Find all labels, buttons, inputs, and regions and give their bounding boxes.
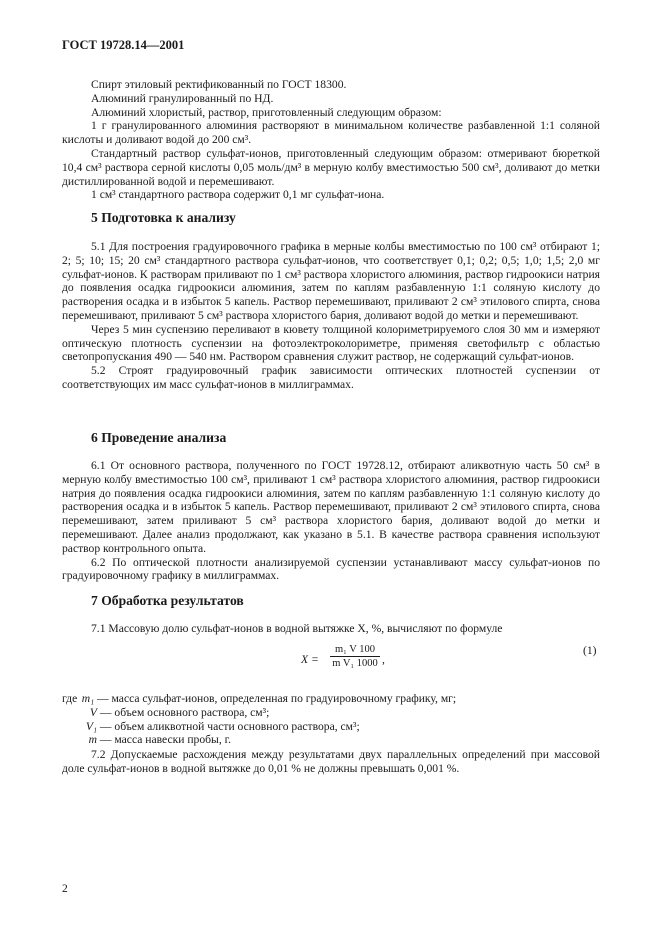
formula-trail: , <box>382 653 385 666</box>
formula-fraction <box>330 644 380 669</box>
legend-row <box>62 720 456 734</box>
section-6-heading: 6 Проведение анализа <box>91 430 227 445</box>
legend-symbol: V₁ <box>85 719 97 733</box>
intro-line: Спирт этиловый ректификованный по ГОСТ 18300. <box>91 78 347 91</box>
paragraph: Через 5 мин суспензию переливают в кювету толщиной колориметрируемого слоя 30 мм и измеряют оптическую плотность суспензии на фотоэлектроколориметре, применяя светофильтр с областью светопропускания 490 — 540 нм. Раствором сравнения служит раствор, не содержащий сульфат-ионов. <box>62 322 600 364</box>
paragraph: 5.2 Строят градуировочный график зависимости оптических плотностей суспензии от соответствующих им масс сульфат-ионов в миллиграммах. <box>62 364 600 391</box>
legend-symbol: m₁ <box>81 692 95 705</box>
page-number: 2 <box>62 882 68 895</box>
formula-number: (1) <box>583 644 597 657</box>
intro-line: Алюминий хлористый, раствор, приготовленный следующим образом: <box>91 105 442 119</box>
formula-legend <box>62 692 456 747</box>
paragraph: 7.2 Допускаемые расхождения между результатами двух параллельных определений при массовой доле сульфат-ионов в водной вытяжке до 0,01 % не должны превышать 0,001 %. <box>62 748 600 775</box>
legend-text: — масса навески пробы, г. <box>99 733 231 747</box>
formula-1 <box>0 644 661 674</box>
legend-text: — объем аликвотной части основного раствора, см³; <box>99 719 360 733</box>
paragraph: 6.2 По оптической плотности анализируемой суспензии устанавливают массу сульфат-ионов по градуировочному графику в миллиграммах. <box>62 555 600 583</box>
section-5-heading: 5 Подготовка к анализу <box>91 210 236 225</box>
legend-text: — объем основного раствора, см³; <box>99 705 270 719</box>
intro-line: 1 г гранулированного алюминия растворяют в минимальном количестве разбавленной 1:1 соляной кислоты и доливают водой до 200 см³. <box>62 119 600 147</box>
legend-symbol: V <box>89 705 97 719</box>
section-7-tolerance <box>62 748 600 776</box>
intro-line: 1 см³ стандартного раствора содержит 0,1 мг сульфат-иона. <box>91 188 385 202</box>
legend-symbol: m <box>88 733 97 747</box>
legend-row <box>62 692 456 706</box>
paragraph: 5.1 Для построения градуировочного графика в мерные колбы вместимостью по 100 см³ отбирают 1; 2; 5; 10; 15; 20 см³ стандартного раствора сульфат-ионов, что соответствует 0,1; 0,2; 0,5; 1,0; 1,5; 2,0 мг сульфат-ионов. К растворам приливают по 1 см³ раствора хлористого алюминия, раствор гидроокиси натрия до появления осадка гидроокиси алюминия, затем по каплям разбавленную 1:1 соляную кислоту до растворения осадка и в избыток 5 капель. Раствор перемешивают, приливают 2 см³ этилового спирта, снова перемешивают, приливают 5 см³ раствора хлористого бария, доливают водой до метки и перемешивают. <box>62 240 600 322</box>
section-6-body <box>62 459 600 583</box>
paragraph: 7.1 Массовую долю сульфат-ионов в водной вытяжке X, %, вычисляют по формуле <box>91 622 503 635</box>
legend-row <box>62 733 456 747</box>
intro-block <box>62 78 600 202</box>
formula-numerator: m₁ V 100 <box>330 644 380 657</box>
intro-line: Стандартный раствор сульфат-ионов, приготовленный следующим образом: отмеривают бюреткой 10,4 см³ раствора серной кислоты 0,05 моль/дм³ в мерную колбу вместимостью 500 см³, доливают до метки дистиллированной водой и перемешивают. <box>62 146 600 188</box>
legend-row <box>62 706 456 720</box>
section-5-body <box>62 240 600 392</box>
section-7-heading: 7 Обработка результатов <box>91 593 244 608</box>
intro-line: Алюминий гранулированный по НД. <box>91 91 274 105</box>
legend-text: — масса сульфат-ионов, определенная по градуировочному графику, мг; <box>97 692 457 705</box>
formula-lhs: X = <box>301 653 319 666</box>
section-7-intro <box>62 622 600 636</box>
document-header: ГОСТ 19728.14—2001 <box>62 38 185 52</box>
formula-denominator: m V₁ 1000 <box>332 658 378 669</box>
legend-prefix: где <box>62 692 78 705</box>
paragraph: 6.1 От основного раствора, полученного по ГОСТ 19728.12, отбирают аликвотную часть 50 см³ в мерную колбу вместимостью 100 см³, приливают 1 см³ раствора хлористого алюминия, раствор гидроокиси натрия до появления осадка гидроокиси алюминия, затем по каплям разбавленную 1:1 соляную кислоту до растворения осадка и в избыток 5 капель. Раствор перемешивают, приливают 2 см³ этилового спирта, снова перемешивают, затем приливают 5 см³ раствора хлористого бария, доливают водой до метки и перемешивают. Далее анализ продолжают, как указано в 5.1. В качестве раствора сравнения используют раствор контрольного опыта. <box>62 459 600 555</box>
